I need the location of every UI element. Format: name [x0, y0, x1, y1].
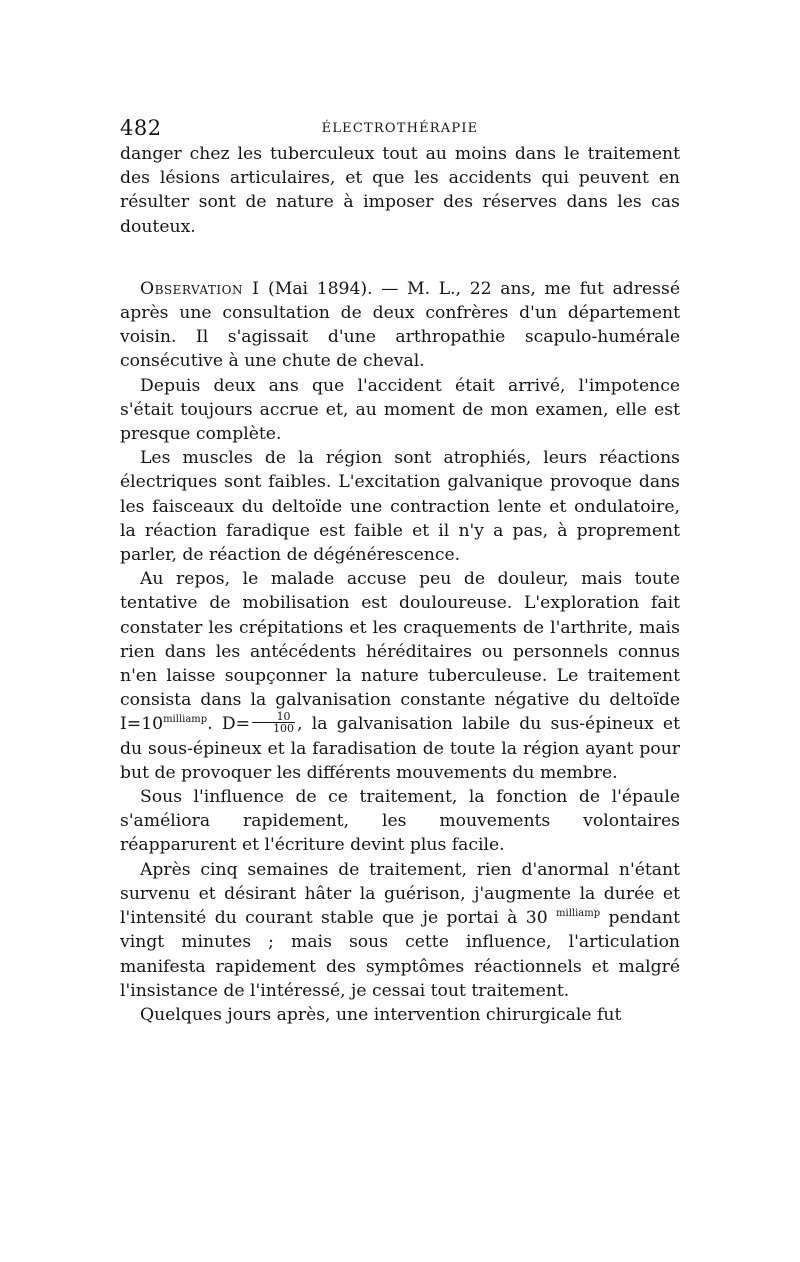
unit-superscript: milliamp: [163, 714, 208, 726]
paragraph: Les muscles de la région sont atrophiés, leurs réactions électriques sont faibles. L'excitation galvanique provoque dans les faisceaux du deltoïde une contraction lente et ondulatoire, la réaction faradique est faible et il n'y a pas, à proprement parler, de réaction de dégénérescence.: [120, 448, 680, 566]
text-run: pendant vingt minutes ; mais sous cette influence, l'articulation manifesta rapidement des symptômes réactionnels et malgré l'insistance de l'intéressé, je cessai tout traitement.: [120, 908, 681, 1001]
observation-paragraph: [120, 277, 680, 374]
fraction-numerator: 10: [252, 711, 295, 723]
body-text: [120, 142, 680, 1027]
observation-label: Observation I: [140, 278, 260, 299]
fraction-denominator: 100: [273, 722, 295, 736]
page-number: 482: [120, 116, 162, 140]
running-title: ÉLECTROTHÉRAPIE: [321, 121, 479, 136]
text-run: . D=: [207, 714, 251, 735]
paragraph: Sous l'influence de ce traitement, la fonction de l'épaule s'améliora rapidement, les mouvements volontaires réapparurent et l'écriture devint plus facile.: [120, 787, 680, 856]
paragraph: Depuis deux ans que l'accident était arrivé, l'impotence s'était toujours accrue et, au moment de mon examen, elle est presque complète.: [120, 375, 680, 445]
paragraph-continuation: danger chez les tuberculeux tout au moins dans le traitement des lésions articulaires, et que les accidents qui peuvent en résulter sont de nature à imposer des réserves dans les cas douteux.: [120, 144, 680, 237]
unit-superscript: milliamp: [556, 908, 601, 920]
book-page: [120, 112, 680, 1027]
paragraph: [120, 858, 680, 1003]
paragraph: Quelques jours après, une intervention chirurgicale fut: [140, 1004, 622, 1025]
running-head: [120, 112, 680, 142]
text-run: , la galvanisation labile du sus-épineux et du sous-épineux et la faradisation de toute la région ayant pour but de provoquer les différents mouvements du membre.: [120, 714, 681, 783]
text-run: Au repos, le malade accuse peu de douleur, mais toute tentative de mobilisation est douloureuse. L'exploration fait constater les crépitations et les craquements de l'arthrite, mais rien dans les antécédents héréditaires ou personnels connus n'en laisse soupçonner la nature tuberculeuse. Le traitement consista dans la galvanisation constante négative du deltoïde I=10: [120, 569, 680, 735]
observation-text: (Mai 1894). — M. L., 22 ans, me fut adressé après une consultation de deux confrères d'un département voisin. Il s'agissait d'une arthropathie scapulo-humérale consécutive à une chute de cheval.: [120, 278, 680, 372]
fraction: [252, 711, 295, 734]
paragraph-treatment: [120, 567, 680, 785]
text-run: Après cinq semaines de traitement, rien d'anormal n'étant survenu et désirant hâter la guérison, j'augmente la durée et l'intensité du courant stable que je portai à 30: [120, 859, 680, 929]
